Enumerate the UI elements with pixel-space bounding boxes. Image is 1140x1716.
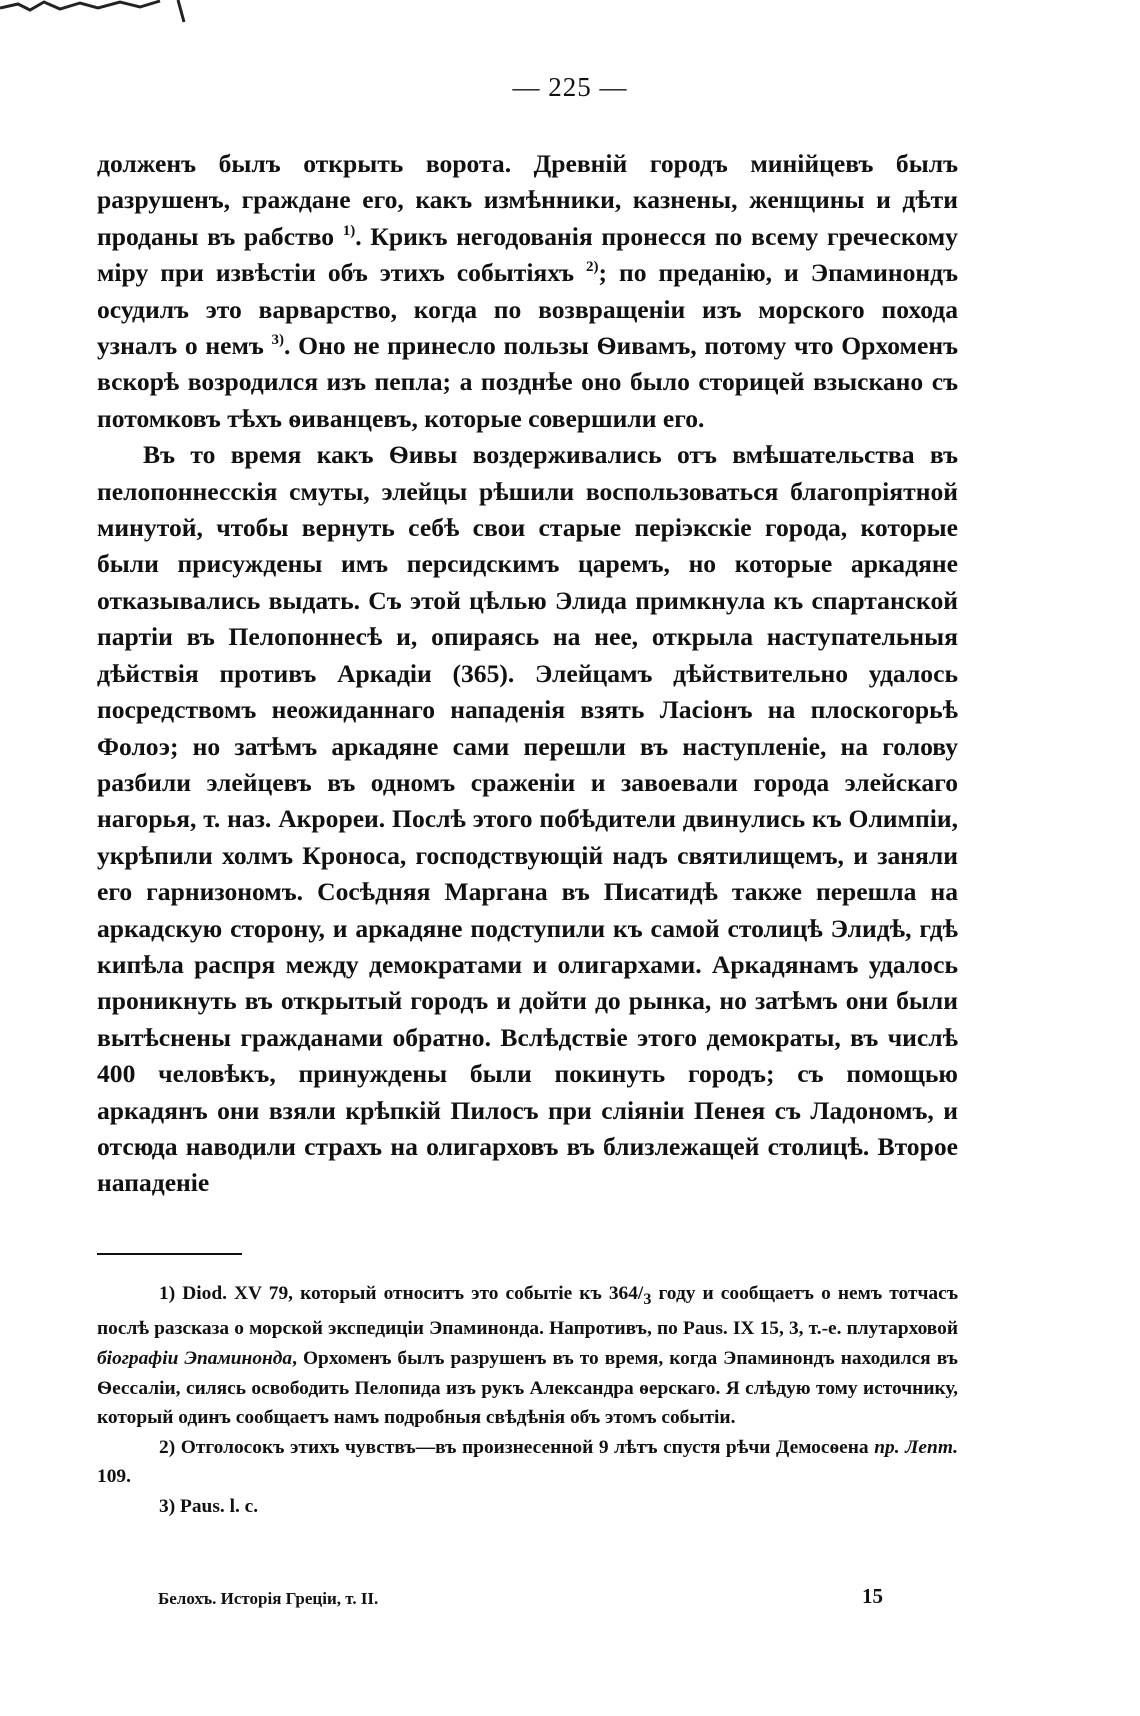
footnote-ref-1: 1) bbox=[342, 222, 356, 239]
footnote-3: 3) Paus. l. c. bbox=[159, 1496, 259, 1518]
signature-line: Белохъ. Исторія Греціи, т. II. bbox=[158, 1589, 379, 1608]
footnote-separator bbox=[97, 1253, 242, 1255]
footnote-2: 2) Отголосокъ этихъ чувствъ—въ произнесенной 9 лѣтъ спустя рѣчи Демосѳена пр. Лепт. 109. bbox=[97, 1436, 958, 1488]
footnote-1: 1) Diod. XV 79, который относитъ это событіе къ $364/_3$ году и сообщаетъ о немъ тотчасъ послѣ разсказа о морской экспедиціи Эпаминонда. Напротивъ, по Paus. IX 15, 3, т.-е. плутарховой біографіи Эпаминонда, Орхоменъ былъ разрушенъ въ то время, когда Эпаминондъ находился въ Ѳессаліи, силясь освободить Пелопида изъ рукъ Александра ѳерскаго. Я слѣдую тому источнику, который одинъ сообщаетъ намъ подробныя свѣдѣнія объ этомъ событіи. bbox=[97, 1283, 958, 1429]
footnotes bbox=[97, 1279, 958, 1522]
footnote-ref-3: 3) bbox=[271, 332, 285, 349]
paragraph-1: долженъ былъ открыть ворота. Древній городъ минійцевъ былъ разрушенъ, граждане его, какъ измѣнники, казнены, женщины и дѣти проданы въ рабство $^{1)}$. Крикъ негодованія пронесся по всему греческому міру при извѣстіи объ этихъ событіяхъ $^{2)}$; по преданію, и Эпаминондъ осудилъ это варварство, когда по возвращеніи изъ морского похода узналъ о немъ $^{3)}$. Оно не принесло пользы Ѳивамъ, потому что Орхоменъ вскорѣ возродился изъ пепла; а позднѣе оно было сторицей взыскано съ потомковъ тѣхъ ѳиванцевъ, которые совершили его. bbox=[97, 149, 958, 433]
signature-number: 15 bbox=[862, 1584, 883, 1608]
footnote-ref-2: 2) bbox=[586, 259, 599, 276]
page-number: — 225 — bbox=[512, 72, 628, 102]
main-text bbox=[97, 146, 958, 1202]
paragraph-2: Въ то время какъ Ѳивы воздерживались отъ вмѣшательства въ пелопоннесскія смуты, элейцы рѣшили воспользоваться благопріятной минутой, чтобы вернуть себѣ свои старые періэкскіе города, которые были присуждены имъ персидскимъ царемъ, но которые аркадяне отказывались выдать. Съ этой цѣлью Элида примкнула къ спартанской партіи въ Пелопоннесѣ и, опираясь на нее, открыла наступательныя дѣйствія противъ Аркадіи (365). Элейцамъ дѣйствительно удалось посредствомъ неожиданнаго нападенія взять Ласіонъ на плоскогорьѣ Фолоэ; но затѣмъ аркадяне сами перешли въ наступленіе, на голову разбили элейцевъ въ одномъ сраженіи и завоевали города элейскаго нагорья, т. наз. Акрореи. Послѣ этого побѣдители двинулись къ Олимпіи, укрѣпили холмъ Кроноса, господствующій надъ святилищемъ, и заняли его гарнизономъ. Сосѣдняя Маргана въ Писатидѣ также перешла на аркадскую сторону, и аркадяне подступили къ самой столицѣ Элидѣ, гдѣ кипѣла распря между демократами и олигархами. Аркадянамъ удалось проникнуть въ открытый городъ и дойти до рынка, но затѣмъ они были вытѣснены гражданами обратно. Вслѣдствіе этого демократы, въ числѣ 400 человѣкъ, принуждены были покинуть городъ; съ помощью аркадянъ они взяли крѣпкій Пилосъ при сліяніи Пенея съ Ладономъ, и отсюда наводили страхъ на олигарховъ въ близлежащей столицѣ. Второе нападеніе bbox=[97, 440, 958, 1198]
scan-corner-mark bbox=[0, 0, 210, 26]
